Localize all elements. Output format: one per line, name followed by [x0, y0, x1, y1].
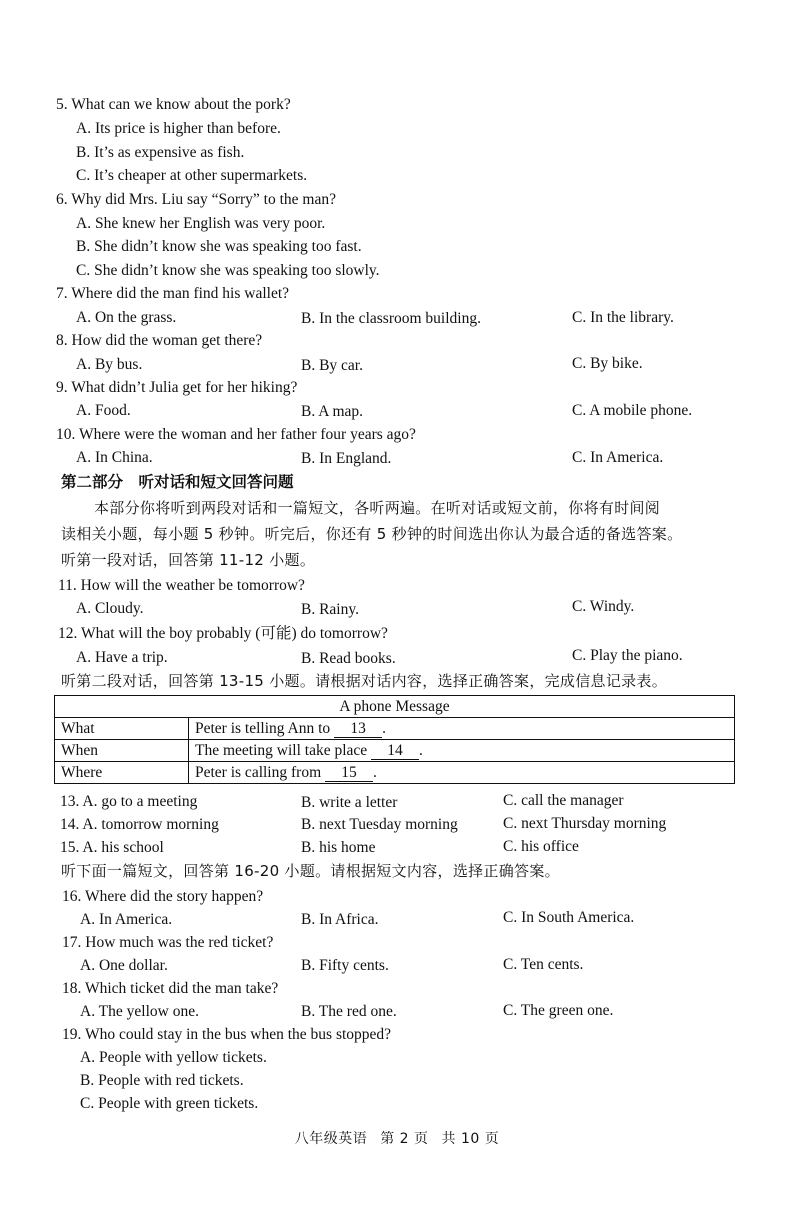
question-18-option-a: A. The yellow one. [80, 1003, 199, 1020]
question-12-option-a: A. Have a trip. [76, 649, 168, 666]
row-text: The meeting will take place [195, 741, 372, 759]
question-11-stem: 11. How will the weather be tomorrow? [58, 577, 305, 594]
row-content [189, 740, 735, 762]
row-label: Where [55, 762, 189, 784]
table-title: A phone Message [55, 696, 735, 718]
instruction-line-2: 读相关小题，每小题 5 秒钟。听完后，你还有 5 秒钟的时间选出你认为最合适的备选答案。 [61, 525, 683, 543]
question-14-option-b: B. next Tuesday morning [301, 816, 458, 833]
question-11-option-c: C. Windy. [572, 598, 635, 615]
question-6-stem: 6. Why did Mrs. Liu say “Sorry” to the man? [56, 191, 336, 208]
question-14-option-a: 14. A. tomorrow morning [60, 816, 219, 833]
question-10-stem: 10. Where were the woman and her father four years ago? [56, 426, 416, 443]
table-row [55, 740, 735, 762]
question-15-option-b: B. his home [301, 839, 376, 856]
question-18-option-c: C. The green one. [503, 1002, 614, 1019]
question-16-option-c: C. In South America. [503, 909, 635, 926]
question-12-option-c: C. Play the piano. [572, 647, 683, 664]
question-12-stem: 12. What will the boy probably (可能) do tomorrow? [58, 625, 388, 642]
question-8-option-a: A. By bus. [76, 356, 143, 373]
question-19-option-a: A. People with yellow tickets. [80, 1049, 267, 1066]
row-label: When [55, 740, 189, 762]
answer-blank: 15 [325, 765, 373, 782]
question-11-option-a: A. Cloudy. [76, 600, 144, 617]
footer-subject: 八年级英语 [294, 1131, 368, 1147]
row-label: What [55, 718, 189, 740]
question-15-option-c: C. his office [503, 838, 579, 855]
footer-page-number: 第 2 页 [380, 1131, 429, 1147]
answer-blank: 14 [371, 743, 419, 760]
question-7-option-c: C. In the library. [572, 309, 674, 326]
section-title: 第二部分 听对话和短文回答问题 [61, 473, 294, 491]
question-6-option-c: C. She didn’t know she was speaking too slowly. [76, 262, 380, 279]
table-row [55, 762, 735, 784]
question-10-option-a: A. In China. [76, 449, 153, 466]
row-text: Peter is telling Ann to [195, 719, 335, 737]
question-9-stem: 9. What didn’t Julia get for her hiking? [56, 379, 298, 396]
question-13-option-b: B. write a letter [301, 794, 398, 811]
question-12-option-b: B. Read books. [301, 650, 396, 667]
question-14-option-c: C. next Thursday morning [503, 815, 667, 832]
question-18-stem: 18. Which ticket did the man take? [62, 980, 279, 997]
row-end: . [373, 763, 377, 781]
question-19-option-c: C. People with green tickets. [80, 1095, 259, 1112]
question-9-option-a: A. Food. [76, 402, 131, 419]
question-5-option-c: C. It’s cheaper at other supermarkets. [76, 167, 308, 184]
dialog-1-instruction: 听第一段对话，回答第 11-12 小题。 [61, 551, 316, 569]
row-content [189, 762, 735, 784]
question-9-option-c: C. A mobile phone. [572, 402, 693, 419]
question-6-option-b: B. She didn’t know she was speaking too fast. [76, 238, 362, 255]
question-10-option-c: C. In America. [572, 449, 664, 466]
page-footer [0, 1128, 794, 1148]
question-8-stem: 8. How did the woman get there? [56, 332, 263, 349]
instruction-line-1: 本部分你将听到两段对话和一篇短文，各听两遍。在听对话或短文前，你将有时间阅 [94, 499, 661, 517]
question-16-option-b: B. In Africa. [301, 911, 379, 928]
question-7-option-a: A. On the grass. [76, 309, 177, 326]
question-7-stem: 7. Where did the man find his wallet? [56, 285, 290, 302]
question-5-option-b: B. It’s as expensive as fish. [76, 144, 245, 161]
question-17-option-a: A. One dollar. [80, 957, 168, 974]
row-text: Peter is calling from [195, 763, 325, 781]
question-17-option-c: C. Ten cents. [503, 956, 584, 973]
question-18-option-b: B. The red one. [301, 1003, 397, 1020]
question-19-option-b: B. People with red tickets. [80, 1072, 244, 1089]
question-15-option-a: 15. A. his school [60, 839, 164, 856]
question-5-stem: 5. What can we know about the pork? [56, 96, 291, 113]
question-8-option-b: B. By car. [301, 357, 363, 374]
table-row [55, 718, 735, 740]
question-13-option-a: 13. A. go to a meeting [60, 793, 198, 810]
question-5-option-a: A. Its price is higher than before. [76, 120, 281, 137]
dialog-2-instruction: 听第二段对话，回答第 13-15 小题。请根据对话内容，选择正确答案，完成信息记录表。 [61, 672, 668, 690]
question-11-option-b: B. Rainy. [301, 601, 359, 618]
question-17-stem: 17. How much was the red ticket? [62, 934, 274, 951]
question-8-option-c: C. By bike. [572, 355, 643, 372]
question-16-option-a: A. In America. [80, 911, 173, 928]
question-13-option-c: C. call the manager [503, 792, 624, 809]
answer-blank: 13 [334, 721, 382, 738]
row-end: . [382, 719, 386, 737]
footer-total-pages: 共 10 页 [441, 1131, 500, 1147]
phone-message-table [54, 695, 735, 784]
row-end: . [419, 741, 423, 759]
question-6-option-a: A. She knew her English was very poor. [76, 215, 326, 232]
passage-instruction: 听下面一篇短文，回答第 16-20 小题。请根据短文内容，选择正确答案。 [61, 862, 560, 880]
question-9-option-b: B. A map. [301, 403, 364, 420]
row-content [189, 718, 735, 740]
question-16-stem: 16. Where did the story happen? [62, 888, 264, 905]
question-7-option-b: B. In the classroom building. [301, 310, 481, 327]
question-19-stem: 19. Who could stay in the bus when the bus stopped? [62, 1026, 392, 1043]
question-10-option-b: B. In England. [301, 450, 392, 467]
question-17-option-b: B. Fifty cents. [301, 957, 389, 974]
